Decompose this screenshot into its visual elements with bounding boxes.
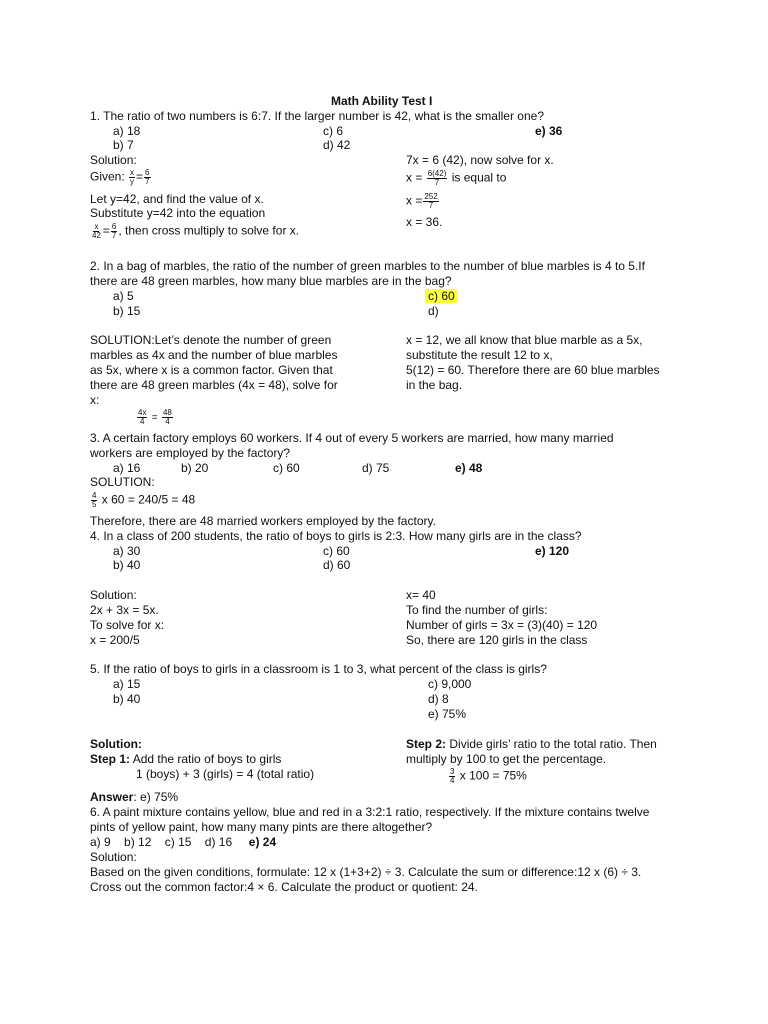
q6-option-d: d) 16 bbox=[204, 835, 233, 849]
q6-option-a: a) 9 bbox=[90, 835, 111, 849]
q1-line5-equals: = bbox=[102, 223, 110, 238]
q1-option-b: b) 7 bbox=[113, 138, 134, 152]
q4-option-e: e) 120 bbox=[535, 544, 570, 558]
q5-question: 5. If the ratio of boys to girls in a classroom is 1 to 3, what percent of the class is girls? bbox=[90, 662, 547, 676]
frac-numerator: 4x bbox=[138, 408, 147, 417]
q4-sol-right-1: x= 40 bbox=[406, 588, 436, 602]
q6-options bbox=[90, 835, 276, 849]
q2-sol-right-1: x = 12, we all know that blue marble as a 5x, bbox=[406, 333, 643, 347]
q4-sol-right-4: So, there are 120 girls in the class bbox=[406, 633, 588, 647]
q5-answer bbox=[90, 790, 178, 804]
q1-given-frac-xy bbox=[129, 169, 135, 186]
q1-given-line bbox=[90, 169, 152, 186]
q2-sol-left-5: x: bbox=[90, 393, 100, 407]
q2-sol-left-1: SOLUTION:Let’s denote the number of green bbox=[90, 333, 332, 347]
q1-r3-frac bbox=[423, 193, 438, 210]
frac-denominator: 7 bbox=[111, 231, 117, 240]
q4-sol-left-3: To solve for x: bbox=[90, 618, 165, 632]
q5-option-e: e) 75% bbox=[428, 707, 467, 721]
q5-solution-label: Solution: bbox=[90, 737, 142, 751]
frac-denominator: 7 bbox=[434, 178, 440, 187]
q5-answer-text: : e) 75% bbox=[133, 790, 179, 804]
q6-question-line1: 6. A paint mixture contains yellow, blue and red in a 3:2:1 ratio, respectively. If the mixture contains twelve bbox=[90, 805, 650, 819]
q3-option-c: c) 60 bbox=[273, 461, 300, 475]
frac-numerator: 6 bbox=[145, 168, 150, 177]
frac-denominator: 4 bbox=[140, 417, 145, 426]
q5-option-a: a) 15 bbox=[113, 677, 141, 691]
q1-given-label: Given: bbox=[90, 169, 125, 184]
q1-question: 1. The ratio of two numbers is 6:7. If the larger number is 42, what is the smaller one? bbox=[90, 109, 545, 123]
q2-sol-left-4: there are 48 green marbles (4x = 48), solve for bbox=[90, 378, 338, 392]
q2-option-a: a) 5 bbox=[113, 289, 134, 303]
q2-frac-left bbox=[137, 409, 147, 426]
q2-sol-left-3: as 5x, where x is a common factor. Given that bbox=[90, 363, 333, 377]
q4-option-a: a) 30 bbox=[113, 544, 141, 558]
q4-sol-right-2: To find the number of girls: bbox=[406, 603, 548, 617]
q6-solution-label: Solution: bbox=[90, 850, 137, 864]
q5-answer-label: Answer bbox=[90, 790, 134, 804]
frac-denominator: 7 bbox=[428, 201, 434, 210]
frac-denominator: 4 bbox=[165, 417, 170, 426]
frac-numerator: x bbox=[130, 168, 135, 177]
q2-sol-right-4: in the bag. bbox=[406, 378, 463, 392]
q2-fraction-equation bbox=[136, 409, 174, 426]
q1-r2-suffix: is equal to bbox=[451, 170, 507, 185]
q3-option-a: a) 16 bbox=[113, 461, 141, 475]
q4-option-c: c) 60 bbox=[323, 544, 350, 558]
q5-option-c: c) 9,000 bbox=[428, 677, 472, 691]
q5-step2-label: Step 2: bbox=[406, 737, 447, 751]
q3-option-d: d) 75 bbox=[362, 461, 390, 475]
q1-right-line3 bbox=[406, 193, 440, 210]
q4-option-b: b) 40 bbox=[113, 558, 141, 572]
q6-option-b: b) 12 bbox=[124, 835, 152, 849]
q1-option-a: a) 18 bbox=[113, 124, 141, 138]
frac-numerator: 4 bbox=[92, 491, 97, 500]
q2-sol-right-2: substitute the result 12 to x, bbox=[406, 348, 553, 362]
q1-option-c: c) 6 bbox=[323, 124, 344, 138]
q1-right-line4: x = 36. bbox=[406, 215, 443, 229]
q4-sol-left-4: x = 200/5 bbox=[90, 633, 140, 647]
q4-sol-left-1: Solution: bbox=[90, 588, 137, 602]
q1-frac-x42 bbox=[91, 223, 102, 240]
q3-calc: x 60 = 240/5 = 48 bbox=[101, 492, 196, 507]
q1-solution-line4: Substitute y=42 into the equation bbox=[90, 206, 266, 220]
q5-frac bbox=[449, 768, 455, 785]
q1-frac-67b bbox=[111, 223, 117, 240]
q5-step2-calc-line bbox=[448, 768, 527, 785]
frac-denominator: 7 bbox=[145, 177, 150, 186]
q1-right-line2 bbox=[406, 170, 506, 187]
q2-option-b: b) 15 bbox=[113, 304, 141, 318]
q3-option-e: e) 48 bbox=[455, 461, 483, 475]
q4-option-d: d) 60 bbox=[323, 558, 351, 572]
frac-denominator: y bbox=[130, 177, 135, 186]
q3-calc-line bbox=[90, 492, 195, 509]
q4-sol-right-3: Number of girls = 3x = (3)(40) = 120 bbox=[406, 618, 598, 632]
frac-numerator: 3 bbox=[450, 767, 455, 776]
q1-option-d: d) 42 bbox=[323, 138, 351, 152]
frac-numerator: 6(42) bbox=[427, 169, 447, 178]
q1-solution-line3: Let y=42, and find the value of x. bbox=[90, 192, 264, 206]
q3-solution-label: SOLUTION: bbox=[90, 475, 155, 489]
frac-denominator: 42 bbox=[92, 231, 101, 240]
q2-question-line1: 2. In a bag of marbles, the ratio of the number of green marbles to the number of blue marbles is 4 to 5.If bbox=[90, 259, 645, 273]
q1-r2-frac bbox=[427, 170, 448, 187]
q1-given-equals: = bbox=[136, 169, 144, 184]
frac-numerator: 48 bbox=[162, 408, 172, 417]
q5-step1 bbox=[90, 752, 281, 766]
q1-r2-prefix: x = bbox=[406, 170, 423, 185]
q2-option-c-highlighted: c) 60 bbox=[425, 289, 458, 303]
q5-step1-calc: 1 (boys) + 3 (girls) = 4 (total ratio) bbox=[136, 767, 315, 781]
q3-question-line2: workers are employed by the factory? bbox=[90, 446, 291, 460]
q2-sol-left-2: marbles as 4x and the number of blue marbles bbox=[90, 348, 338, 362]
q2-frac-right bbox=[162, 409, 173, 426]
q6-solution-line1: Based on the given conditions, formulate: 12 x (1+3+2) ÷ 3. Calculate the sum or difference:12 x (6) ÷ 3. bbox=[90, 865, 642, 879]
q3-question-line1: 3. A certain factory employs 60 workers. If 4 out of every 5 workers are married, how many married bbox=[90, 431, 614, 445]
q5-option-d: d) 8 bbox=[428, 692, 449, 706]
q5-step1-text: Add the ratio of boys to girls bbox=[132, 752, 282, 766]
q6-option-e: e) 24 bbox=[248, 835, 277, 849]
frac-numerator: 6 bbox=[111, 222, 117, 231]
q3-option-b: b) 20 bbox=[181, 461, 209, 475]
q5-step2-line1 bbox=[406, 737, 657, 751]
q1-line5-text: , then cross multiply to solve for x. bbox=[118, 223, 300, 238]
q2-sol-right-3: 5(12) = 60. Therefore there are 60 blue marbles bbox=[406, 363, 660, 377]
q5-step2-text-l1: Divide girls’ ratio to the total ratio. Then bbox=[449, 737, 657, 751]
q2-question-line2: there are 48 green marbles, how many blue marbles are in the bag? bbox=[90, 274, 452, 288]
frac-denominator: 4 bbox=[450, 776, 455, 785]
frac-denominator: 5 bbox=[92, 500, 97, 509]
q1-r3-prefix: x = bbox=[406, 193, 423, 208]
q5-step2-line2: multiply by 100 to get the percentage. bbox=[406, 752, 607, 766]
q6-question-line2: pints of yellow paint, how many many pints are there altogether? bbox=[90, 820, 433, 834]
q1-right-line1: 7x = 6 (42), now solve for x. bbox=[406, 153, 554, 167]
q2-option-d: d) bbox=[428, 304, 439, 318]
q1-solution-label: Solution: bbox=[90, 153, 137, 167]
q4-sol-left-2: 2x + 3x = 5x. bbox=[90, 603, 159, 617]
q3-frac bbox=[91, 492, 97, 509]
q2-frac-equals: = bbox=[151, 412, 158, 424]
q6-solution-line2: Cross out the common factor:4 × 6. Calculate the product or quotient: 24. bbox=[90, 880, 478, 894]
q5-step2-calc: x 100 = 75% bbox=[459, 768, 527, 783]
q5-option-b: b) 40 bbox=[113, 692, 141, 706]
q4-question: 4. In a class of 200 students, the ratio of boys to girls is 2:3. How many girls are in the class? bbox=[90, 529, 582, 543]
frac-numerator: 252 bbox=[424, 192, 438, 201]
q3-conclusion: Therefore, there are 48 married workers employed by the factory. bbox=[90, 514, 436, 528]
q1-option-e: e) 36 bbox=[535, 124, 563, 138]
q1-solution-line5 bbox=[90, 223, 299, 240]
q6-option-c: c) 15 bbox=[164, 835, 192, 849]
q5-step1-label: Step 1: bbox=[90, 752, 131, 766]
q1-given-frac-67 bbox=[144, 169, 150, 186]
document-title: Math Ability Test I bbox=[331, 94, 433, 108]
frac-numerator: x bbox=[94, 222, 99, 231]
